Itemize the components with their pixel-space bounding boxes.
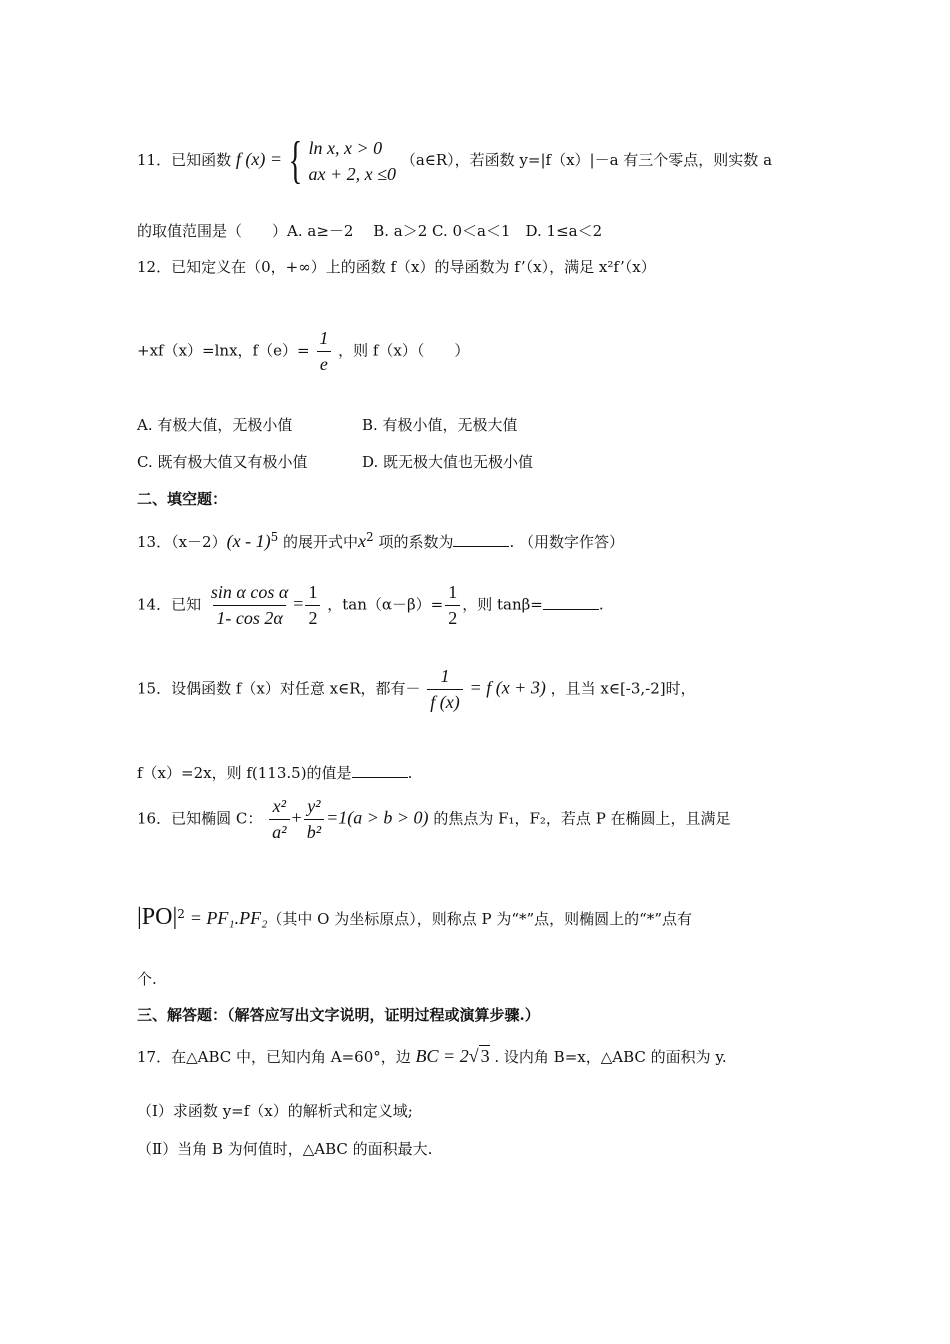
q14-answer-blank[interactable] (543, 595, 599, 610)
q15-line2 (137, 762, 412, 783)
q12-line1: 12．已知定义在（0，+∞）上的函数 f（x）的导函数为 f’（x），满足 x²f’（x） (137, 258, 656, 276)
q11-options: 的取值范围是（ ）A. a≥－2 B. a＞2 C. 0＜a＜1 D. 1≤a＜2 (137, 222, 603, 240)
q17-pre: 17．在△ABC 中，已知内角 A=60°，边 (137, 1048, 411, 1066)
q16-y-num: y² (307, 796, 321, 816)
q12-pre: +xf（x）=lnx，f（e）= (137, 341, 310, 360)
section-solution-heading: 三、解答题：（解答应写出文字说明，证明过程或演算步骤.） (137, 1006, 540, 1024)
q15-post: ，且当 x∈[-3,-2]时， (550, 679, 696, 698)
q16-y-fraction (304, 796, 324, 843)
q17-bc: BC = 2 (415, 1046, 469, 1066)
q14-lhs-num: sin α cos α (210, 582, 289, 602)
q11-case2: ax + 2, x ≤0 (308, 164, 397, 184)
q14-rhs-num: 1 (308, 582, 318, 602)
q15-pre: 15．设偶函数 f（x）对任意 x∈R，都有－ (137, 679, 421, 698)
q13-post: 项的系数为 (378, 533, 454, 551)
q17-part2: （Ⅱ）当角 B 为何值时，△ABC 的面积最大. (137, 1140, 433, 1158)
q16-x-den: a² (269, 819, 289, 843)
q15-line1 (137, 666, 696, 713)
q16-rhs2: = PF₁.PF₂ (189, 908, 268, 928)
q17-root: 3 (480, 1046, 490, 1066)
q14-lhs-fraction (208, 582, 291, 629)
q15-fraction (427, 666, 462, 713)
q16-line2 (137, 904, 692, 931)
q14-lhs-den: 1- cos 2α (213, 605, 285, 629)
q12-option-a: A. 有极大值，无极小值 (137, 416, 293, 434)
q16-rhs: =1(a > b > 0) (326, 807, 429, 828)
sqrt-icon: √ (468, 1046, 479, 1066)
q12-option-c: C. 既有极大值又有极小值 (137, 453, 308, 471)
section-fill-in-heading: 二、填空题： (137, 490, 228, 508)
q13-tail: . （用数字作答） (509, 533, 624, 551)
q13-var: x (358, 531, 367, 551)
q11-number: 11．已知函数 (137, 151, 232, 169)
q15-frac-num: 1 (440, 666, 450, 686)
q16-post: 的焦点为 F₁，F₂，若点 P 在椭圆上，且满足 (433, 809, 731, 828)
q15-line2-text: f（x）=2x，则 f(113.5)的值是 (137, 764, 352, 782)
q16-abs-exp: 2 (177, 907, 185, 921)
q14-post: ，则 tanβ= (462, 595, 543, 614)
q12-frac-num: 1 (319, 328, 329, 348)
q14-pre: 14．已知 (137, 595, 202, 614)
q13-answer-blank[interactable] (453, 532, 509, 547)
q17-line1 (137, 1046, 727, 1067)
q14-rhs-fraction (305, 582, 320, 629)
q15-tail: . (407, 764, 413, 782)
q12-line2 (137, 328, 469, 375)
q11-case1: ln x, x > 0 (308, 138, 383, 158)
q16-x-num: x² (272, 796, 287, 816)
q13-mid: 的展开式中 (283, 533, 359, 551)
q11-condition: （a∈R），若函数 y=|f（x）|－a 有三个零点，则实数 a (400, 151, 773, 169)
q12-fraction (316, 328, 331, 375)
q14-line (137, 582, 604, 629)
q15-frac-den: f (x) (427, 689, 462, 713)
q16-line3: 个. (137, 970, 157, 988)
q14-mid-num: 1 (448, 582, 458, 602)
q16-abs-po: |PO| (137, 904, 178, 930)
q14-mid: ，tan（α－β）= (327, 595, 444, 614)
q11-function: f (x) = (235, 149, 282, 169)
q17-post: . 设内角 B=x，△ABC 的面积为 y. (494, 1048, 727, 1066)
q17-part1: （Ⅰ）求函数 y=f（x）的解析式和定义域; (137, 1102, 413, 1120)
q13-pre: 13．（x－2） (137, 533, 227, 551)
q13-base: (x - 1) (226, 531, 271, 551)
q16-pre: 16．已知椭圆 C： (137, 809, 263, 828)
q14-mid-fraction (445, 582, 460, 629)
q14-eq: = (293, 593, 304, 614)
q15-answer-blank[interactable] (352, 763, 408, 778)
q16-line1 (137, 796, 731, 843)
q14-mid-den: 2 (445, 605, 460, 629)
q13-var-exp: 2 (366, 530, 374, 544)
q12-post: ，则 f（x）（ ） (338, 341, 470, 360)
q16-post2: （其中 O 为坐标原点），则称点 P 为“*”点，则椭圆上的“*”点有 (267, 910, 693, 928)
q15-rhs: = f (x + 3) (469, 677, 546, 698)
q11-line1 (137, 132, 773, 189)
q12-frac-den: e (317, 351, 331, 375)
q11-cases (309, 135, 397, 187)
q13-exp: 5 (270, 530, 279, 544)
q16-plus: + (291, 807, 302, 828)
q12-option-d: D. 既无极大值也无极小值 (362, 453, 534, 471)
q14-tail: . (598, 595, 604, 614)
q16-y-den: b² (304, 819, 324, 843)
q13-line (137, 530, 624, 552)
left-brace-icon: { (288, 132, 303, 189)
q14-rhs-den: 2 (305, 605, 320, 629)
q12-option-b: B. 有极小值，无极大值 (362, 416, 518, 434)
q16-x-fraction (269, 796, 289, 843)
